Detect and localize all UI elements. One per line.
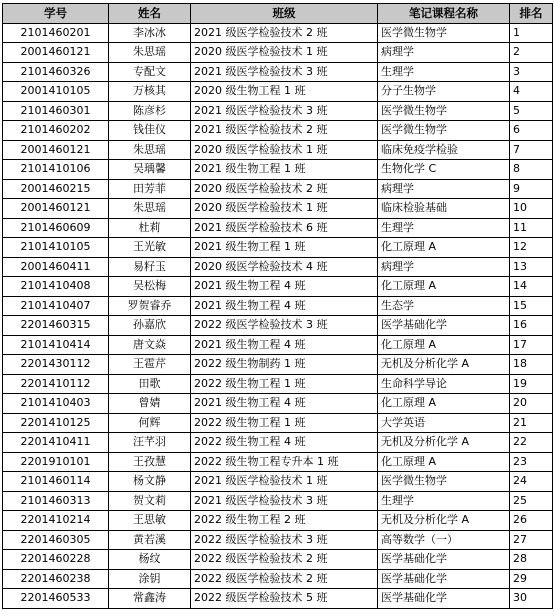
class-cell: 2022 级医学检验技术 3 班	[191, 530, 378, 550]
class-cell: 2022 级生物工程 1 班	[191, 374, 378, 394]
class-cell: 2021 级医学检验技术 3 班	[191, 62, 378, 82]
course-cell: 化工原理 A	[378, 394, 510, 414]
student-name-cell: 汪芊羽	[109, 433, 191, 453]
course-cell: 医学基础化学	[378, 550, 510, 570]
course-cell: 医学基础化学	[378, 589, 510, 609]
header-student-id: 学号	[3, 4, 109, 24]
header-row	[3, 4, 553, 24]
course-cell: 病理学	[378, 257, 510, 277]
student-id-cell: 2101410408	[3, 277, 109, 297]
rank-cell: 7	[510, 140, 553, 160]
student-id-cell: 2001460411	[3, 257, 109, 277]
student-name-cell: 杨文静	[109, 472, 191, 492]
rank-cell: 24	[510, 472, 553, 492]
table-row	[3, 569, 553, 589]
rank-cell: 27	[510, 530, 553, 550]
class-cell: 2021 级医学检验技术 2 班	[191, 121, 378, 141]
student-name-cell: 朱思瑶	[109, 43, 191, 63]
class-cell: 2021 级医学检验技术 3 班	[191, 491, 378, 511]
course-cell: 生命科学导论	[378, 374, 510, 394]
rank-cell: 12	[510, 238, 553, 258]
table-row	[3, 355, 553, 375]
student-id-cell: 2101460313	[3, 491, 109, 511]
course-cell: 生态学	[378, 296, 510, 316]
course-cell: 无机及分析化学 A	[378, 511, 510, 531]
rank-cell: 2	[510, 43, 553, 63]
student-name-cell: 李冰冰	[109, 23, 191, 43]
student-id-cell: 2101410105	[3, 238, 109, 258]
header-class: 班级	[191, 4, 378, 24]
student-name-cell: 吴松梅	[109, 277, 191, 297]
student-name-cell: 孙嘉欣	[109, 316, 191, 336]
table-body	[3, 23, 553, 608]
course-cell: 病理学	[378, 179, 510, 199]
rank-cell: 15	[510, 296, 553, 316]
student-name-cell: 钱佳仪	[109, 121, 191, 141]
table-row	[3, 101, 553, 121]
student-id-cell: 2201430112	[3, 355, 109, 375]
student-id-cell: 2201460315	[3, 316, 109, 336]
table-row	[3, 140, 553, 160]
class-cell: 2021 级生物工程 1 班	[191, 160, 378, 180]
table-row	[3, 433, 553, 453]
class-cell: 2021 级生物工程 4 班	[191, 394, 378, 414]
rank-cell: 5	[510, 101, 553, 121]
student-id-cell: 2001460121	[3, 140, 109, 160]
student-name-cell: 专配文	[109, 62, 191, 82]
class-cell: 2022 级医学检验技术 3 班	[191, 316, 378, 336]
class-cell: 2020 级医学检验技术 2 班	[191, 179, 378, 199]
student-name-cell: 朱思瑶	[109, 199, 191, 219]
student-id-cell: 2001460121	[3, 43, 109, 63]
table-row	[3, 589, 553, 609]
student-id-cell: 2101460609	[3, 218, 109, 238]
student-id-cell: 2101460202	[3, 121, 109, 141]
class-cell: 2021 级医学检验技术 6 班	[191, 218, 378, 238]
student-name-cell: 陈彦杉	[109, 101, 191, 121]
rank-cell: 13	[510, 257, 553, 277]
course-cell: 医学基础化学	[378, 316, 510, 336]
table-row	[3, 62, 553, 82]
rank-cell: 29	[510, 569, 553, 589]
course-cell: 临床免疫学检验	[378, 140, 510, 160]
student-id-cell: 2001410105	[3, 82, 109, 102]
rank-cell: 3	[510, 62, 553, 82]
course-cell: 医学微生物学	[378, 23, 510, 43]
rank-cell: 1	[510, 23, 553, 43]
table-row	[3, 452, 553, 472]
rank-cell: 16	[510, 316, 553, 336]
table-row	[3, 394, 553, 414]
student-name-cell: 万核其	[109, 82, 191, 102]
table-row	[3, 82, 553, 102]
rank-cell: 14	[510, 277, 553, 297]
student-name-cell: 易籽玉	[109, 257, 191, 277]
student-id-cell: 2201410125	[3, 413, 109, 433]
table-row	[3, 316, 553, 336]
rank-cell: 19	[510, 374, 553, 394]
student-name-cell: 贺文莉	[109, 491, 191, 511]
table-row	[3, 43, 553, 63]
student-name-cell: 王雹芹	[109, 355, 191, 375]
header-rank: 排名	[510, 4, 553, 24]
course-cell: 生理学	[378, 491, 510, 511]
course-cell: 高等数学（一）	[378, 530, 510, 550]
student-name-cell: 朱思瑶	[109, 140, 191, 160]
student-name-cell: 田芳菲	[109, 179, 191, 199]
table-row	[3, 296, 553, 316]
student-id-cell: 2201460305	[3, 530, 109, 550]
class-cell: 2021 级生物工程 1 班	[191, 238, 378, 258]
course-cell: 分子生物学	[378, 82, 510, 102]
ranking-table	[2, 3, 553, 609]
student-id-cell: 2101460201	[3, 23, 109, 43]
rank-cell: 4	[510, 82, 553, 102]
class-cell: 2022 级生物工程 1 班	[191, 413, 378, 433]
student-name-cell: 唐文焱	[109, 335, 191, 355]
table-row	[3, 491, 553, 511]
class-cell: 2022 级生物工程 4 班	[191, 433, 378, 453]
student-name-cell: 涂钥	[109, 569, 191, 589]
table-row	[3, 550, 553, 570]
rank-cell: 26	[510, 511, 553, 531]
rank-cell: 8	[510, 160, 553, 180]
student-name-cell: 王光敏	[109, 238, 191, 258]
student-name-cell: 田歌	[109, 374, 191, 394]
class-cell: 2021 级生物工程 4 班	[191, 296, 378, 316]
student-id-cell: 2101410106	[3, 160, 109, 180]
course-cell: 生理学	[378, 62, 510, 82]
student-id-cell: 2201460533	[3, 589, 109, 609]
course-cell: 生理学	[378, 218, 510, 238]
header-course: 笔记课程名称	[378, 4, 510, 24]
course-cell: 无机及分析化学 A	[378, 433, 510, 453]
rank-cell: 10	[510, 199, 553, 219]
table-row	[3, 277, 553, 297]
course-cell: 医学微生物学	[378, 101, 510, 121]
table-row	[3, 121, 553, 141]
rank-cell: 17	[510, 335, 553, 355]
class-cell: 2022 级医学检验技术 5 班	[191, 589, 378, 609]
student-name-cell: 吴瑀馨	[109, 160, 191, 180]
rank-cell: 20	[510, 394, 553, 414]
rank-cell: 23	[510, 452, 553, 472]
table-row	[3, 238, 553, 258]
student-name-cell: 杨纹	[109, 550, 191, 570]
student-name-cell: 王思敏	[109, 511, 191, 531]
class-cell: 2021 级生物工程 4 班	[191, 335, 378, 355]
table-row	[3, 160, 553, 180]
student-name-cell: 何辉	[109, 413, 191, 433]
course-cell: 化工原理 A	[378, 335, 510, 355]
rank-cell: 28	[510, 550, 553, 570]
student-id-cell: 2201410112	[3, 374, 109, 394]
class-cell: 2020 级生物工程 1 班	[191, 82, 378, 102]
student-name-cell: 罗贺睿乔	[109, 296, 191, 316]
class-cell: 2020 级医学检验技术 1 班	[191, 140, 378, 160]
rank-cell: 21	[510, 413, 553, 433]
table-row	[3, 413, 553, 433]
rank-cell: 18	[510, 355, 553, 375]
course-cell: 医学微生物学	[378, 472, 510, 492]
table-row	[3, 199, 553, 219]
student-id-cell: 2101410414	[3, 335, 109, 355]
rank-cell: 6	[510, 121, 553, 141]
course-cell: 病理学	[378, 43, 510, 63]
class-cell: 2020 级医学检验技术 1 班	[191, 43, 378, 63]
student-id-cell: 2201460238	[3, 569, 109, 589]
course-cell: 医学微生物学	[378, 121, 510, 141]
table-row	[3, 530, 553, 550]
class-cell: 2021 级医学检验技术 1 班	[191, 472, 378, 492]
table-row	[3, 511, 553, 531]
student-name-cell: 曾婧	[109, 394, 191, 414]
class-cell: 2020 级医学检验技术 4 班	[191, 257, 378, 277]
table-row	[3, 472, 553, 492]
course-cell: 生物化学 C	[378, 160, 510, 180]
class-cell: 2020 级医学检验技术 1 班	[191, 199, 378, 219]
table-row	[3, 218, 553, 238]
course-cell: 大学英语	[378, 413, 510, 433]
rank-cell: 25	[510, 491, 553, 511]
class-cell: 2022 级生物制药 1 班	[191, 355, 378, 375]
student-id-cell: 2101460301	[3, 101, 109, 121]
course-cell: 化工原理 A	[378, 238, 510, 258]
table-row	[3, 179, 553, 199]
table-row	[3, 374, 553, 394]
course-cell: 医学基础化学	[378, 569, 510, 589]
class-cell: 2021 级医学检验技术 2 班	[191, 23, 378, 43]
student-id-cell: 2201410411	[3, 433, 109, 453]
student-id-cell: 2001460121	[3, 199, 109, 219]
header-name: 姓名	[109, 4, 191, 24]
class-cell: 2022 级医学检验技术 2 班	[191, 569, 378, 589]
course-cell: 无机及分析化学 A	[378, 355, 510, 375]
student-id-cell: 2101410403	[3, 394, 109, 414]
student-id-cell: 2201910101	[3, 452, 109, 472]
student-name-cell: 杜莉	[109, 218, 191, 238]
rank-cell: 30	[510, 589, 553, 609]
course-cell: 化工原理 A	[378, 452, 510, 472]
class-cell: 2022 级生物工程专升本 1 班	[191, 452, 378, 472]
class-cell: 2022 级生物工程 2 班	[191, 511, 378, 531]
table-row	[3, 23, 553, 43]
table-row	[3, 335, 553, 355]
table-row	[3, 257, 553, 277]
class-cell: 2021 级生物工程 4 班	[191, 277, 378, 297]
course-cell: 临床检验基础	[378, 199, 510, 219]
student-id-cell: 2101410407	[3, 296, 109, 316]
rank-cell: 22	[510, 433, 553, 453]
student-name-cell: 黄若溪	[109, 530, 191, 550]
student-id-cell: 2001460215	[3, 179, 109, 199]
rank-cell: 11	[510, 218, 553, 238]
student-id-cell: 2101460114	[3, 472, 109, 492]
class-cell: 2022 级医学检验技术 2 班	[191, 550, 378, 570]
student-id-cell: 2201460228	[3, 550, 109, 570]
class-cell: 2021 级医学检验技术 3 班	[191, 101, 378, 121]
student-name-cell: 常鑫涛	[109, 589, 191, 609]
course-cell: 化工原理 A	[378, 277, 510, 297]
student-id-cell: 2201410214	[3, 511, 109, 531]
student-id-cell: 2101460326	[3, 62, 109, 82]
rank-cell: 9	[510, 179, 553, 199]
student-name-cell: 王孜慧	[109, 452, 191, 472]
